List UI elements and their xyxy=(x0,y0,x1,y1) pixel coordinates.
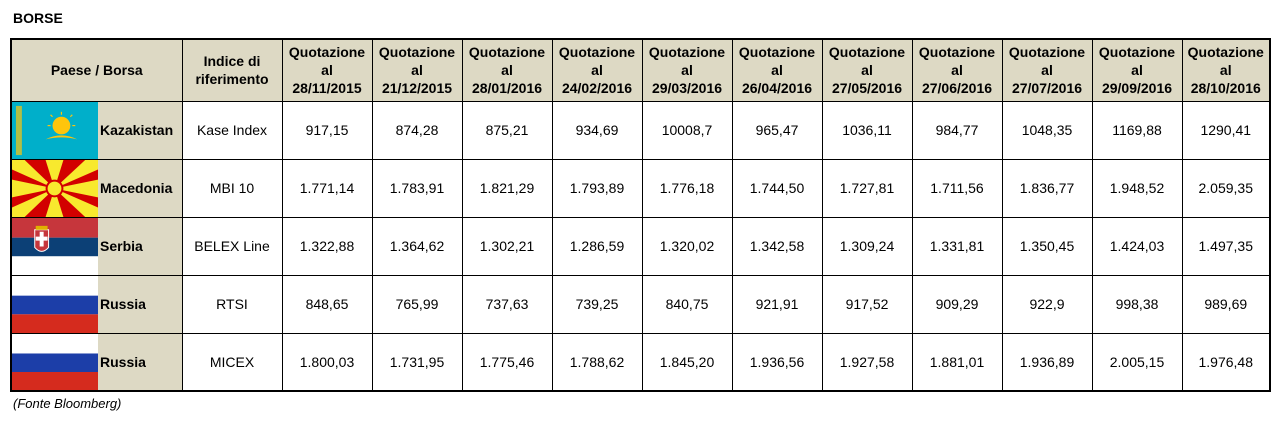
date-header xyxy=(462,39,552,101)
quote-cell: 934,69 xyxy=(552,101,642,159)
date-header-date: 24/02/2016 xyxy=(561,80,633,97)
quote-cell: 1.976,48 xyxy=(1182,333,1270,391)
date-header-line1: Quotazione xyxy=(468,44,546,61)
quote-cell: 1.927,58 xyxy=(822,333,912,391)
date-header-date: 28/01/2016 xyxy=(471,80,543,97)
date-header xyxy=(552,39,642,101)
quote-cell: 1.936,89 xyxy=(1002,333,1092,391)
date-header-line1: Quotazione xyxy=(648,44,726,61)
date-header-date: 27/06/2016 xyxy=(921,80,993,97)
quote-cell: 737,63 xyxy=(462,275,552,333)
quote-cell: 1.845,20 xyxy=(642,333,732,391)
date-header-date: 26/04/2016 xyxy=(741,80,813,97)
date-header-line2: al xyxy=(1041,62,1053,79)
quote-cell: 1.776,18 xyxy=(642,159,732,217)
quote-cell: 1.711,56 xyxy=(912,159,1002,217)
quote-cell: 1.881,01 xyxy=(912,333,1002,391)
quote-cell: 1.821,29 xyxy=(462,159,552,217)
quote-cell: 1.322,88 xyxy=(282,217,372,275)
date-header-line1: Quotazione xyxy=(828,44,906,61)
quote-cell: 1048,35 xyxy=(1002,101,1092,159)
quote-cell: 1.788,62 xyxy=(552,333,642,391)
stock-markets-table xyxy=(10,38,1271,392)
index-name: BELEX Line xyxy=(182,217,282,275)
index-name: Kase Index xyxy=(182,101,282,159)
index-name: RTSI xyxy=(182,275,282,333)
quote-cell: 989,69 xyxy=(1182,275,1270,333)
serbia-flag-icon xyxy=(11,217,98,275)
country-name: Serbia xyxy=(98,217,182,275)
quote-cell: 1.320,02 xyxy=(642,217,732,275)
quote-cell: 875,21 xyxy=(462,101,552,159)
quote-cell: 1.800,03 xyxy=(282,333,372,391)
quote-cell: 1.286,59 xyxy=(552,217,642,275)
date-header xyxy=(1182,39,1270,101)
table-row xyxy=(11,333,1270,391)
quote-cell: 1.793,89 xyxy=(552,159,642,217)
russia-flag-icon xyxy=(11,333,98,391)
quote-cell: 1.836,77 xyxy=(1002,159,1092,217)
date-header-line2: al xyxy=(501,62,513,79)
date-header-line2: al xyxy=(411,62,423,79)
quote-cell: 1290,41 xyxy=(1182,101,1270,159)
country-name: Russia xyxy=(98,333,182,391)
index-header xyxy=(182,39,282,101)
date-header-date: 27/07/2016 xyxy=(1011,80,1083,97)
quote-cell: 998,38 xyxy=(1092,275,1182,333)
quote-cell: 1.783,91 xyxy=(372,159,462,217)
quote-cell: 965,47 xyxy=(732,101,822,159)
quote-cell: 765,99 xyxy=(372,275,462,333)
quote-cell: 1.309,24 xyxy=(822,217,912,275)
quote-cell: 1.364,62 xyxy=(372,217,462,275)
quote-cell: 1.497,35 xyxy=(1182,217,1270,275)
kazakhstan-flag-icon xyxy=(11,101,98,159)
quote-cell: 874,28 xyxy=(372,101,462,159)
date-header-line2: al xyxy=(681,62,693,79)
quote-cell: 2.005,15 xyxy=(1092,333,1182,391)
quote-cell: 1169,88 xyxy=(1092,101,1182,159)
date-header-line1: Quotazione xyxy=(1187,44,1264,61)
date-header xyxy=(822,39,912,101)
quote-cell: 2.059,35 xyxy=(1182,159,1270,217)
source-note: (Fonte Bloomberg) xyxy=(13,396,122,411)
date-header xyxy=(1092,39,1182,101)
quote-cell: 917,52 xyxy=(822,275,912,333)
quote-cell: 909,29 xyxy=(912,275,1002,333)
header-row xyxy=(11,39,1270,101)
date-header-date: 29/09/2016 xyxy=(1101,80,1173,97)
quote-cell: 921,91 xyxy=(732,275,822,333)
date-header-line2: al xyxy=(1219,62,1232,79)
quote-cell: 1.948,52 xyxy=(1092,159,1182,217)
date-header-date: 28/11/2015 xyxy=(292,80,362,97)
date-header-date: 27/05/2016 xyxy=(831,80,903,97)
date-header-line1: Quotazione xyxy=(918,44,996,61)
date-header-date: 29/03/2016 xyxy=(651,80,723,97)
date-header xyxy=(372,39,462,101)
quote-cell: 1.744,50 xyxy=(732,159,822,217)
quote-cell: 10008,7 xyxy=(642,101,732,159)
date-header-date: 28/10/2016 xyxy=(1190,80,1261,97)
russia-flag-icon xyxy=(11,275,98,333)
index-name: MICEX xyxy=(182,333,282,391)
quote-cell: 984,77 xyxy=(912,101,1002,159)
date-header-line1: Quotazione xyxy=(1008,44,1086,61)
date-header-line1: Quotazione xyxy=(558,44,636,61)
country-name: Macedonia xyxy=(98,159,182,217)
index-header-line2: riferimento xyxy=(195,71,269,88)
date-header-line2: al xyxy=(771,62,783,79)
country-name: Russia xyxy=(98,275,182,333)
macedonia-flag-icon xyxy=(11,159,98,217)
country-name: Kazakistan xyxy=(98,101,182,159)
quote-cell: 848,65 xyxy=(282,275,372,333)
table-row xyxy=(11,275,1270,333)
date-header xyxy=(732,39,822,101)
quote-cell: 840,75 xyxy=(642,275,732,333)
index-name: MBI 10 xyxy=(182,159,282,217)
quote-cell: 1.727,81 xyxy=(822,159,912,217)
quote-cell: 1.331,81 xyxy=(912,217,1002,275)
index-header-line1: Indice di xyxy=(203,53,261,70)
date-header-line2: al xyxy=(951,62,963,79)
page-title: BORSE xyxy=(13,10,63,26)
date-header-date: 21/12/2015 xyxy=(381,80,453,97)
date-header-line2: al xyxy=(861,62,873,79)
date-header-line1: Quotazione xyxy=(288,44,366,61)
quote-cell: 917,15 xyxy=(282,101,372,159)
date-header-line2: al xyxy=(1131,62,1143,79)
date-header xyxy=(1002,39,1092,101)
date-header-line1: Quotazione xyxy=(378,44,456,61)
quote-cell: 1.731,95 xyxy=(372,333,462,391)
quote-cell: 739,25 xyxy=(552,275,642,333)
date-header xyxy=(282,39,372,101)
quote-cell: 1.302,21 xyxy=(462,217,552,275)
quote-cell: 922,9 xyxy=(1002,275,1092,333)
country-header: Paese / Borsa xyxy=(11,39,182,101)
date-header-line1: Quotazione xyxy=(738,44,816,61)
quote-cell: 1.936,56 xyxy=(732,333,822,391)
date-header-line2: al xyxy=(591,62,603,79)
table-row xyxy=(11,159,1270,217)
date-header xyxy=(642,39,732,101)
date-header-line2: al xyxy=(321,62,333,79)
quote-cell: 1.771,14 xyxy=(282,159,372,217)
table-row xyxy=(11,217,1270,275)
quote-cell: 1.775,46 xyxy=(462,333,552,391)
table-row xyxy=(11,101,1270,159)
date-header xyxy=(912,39,1002,101)
date-header-line1: Quotazione xyxy=(1098,44,1176,61)
quote-cell: 1036,11 xyxy=(822,101,912,159)
quote-cell: 1.342,58 xyxy=(732,217,822,275)
quote-cell: 1.424,03 xyxy=(1092,217,1182,275)
quote-cell: 1.350,45 xyxy=(1002,217,1092,275)
